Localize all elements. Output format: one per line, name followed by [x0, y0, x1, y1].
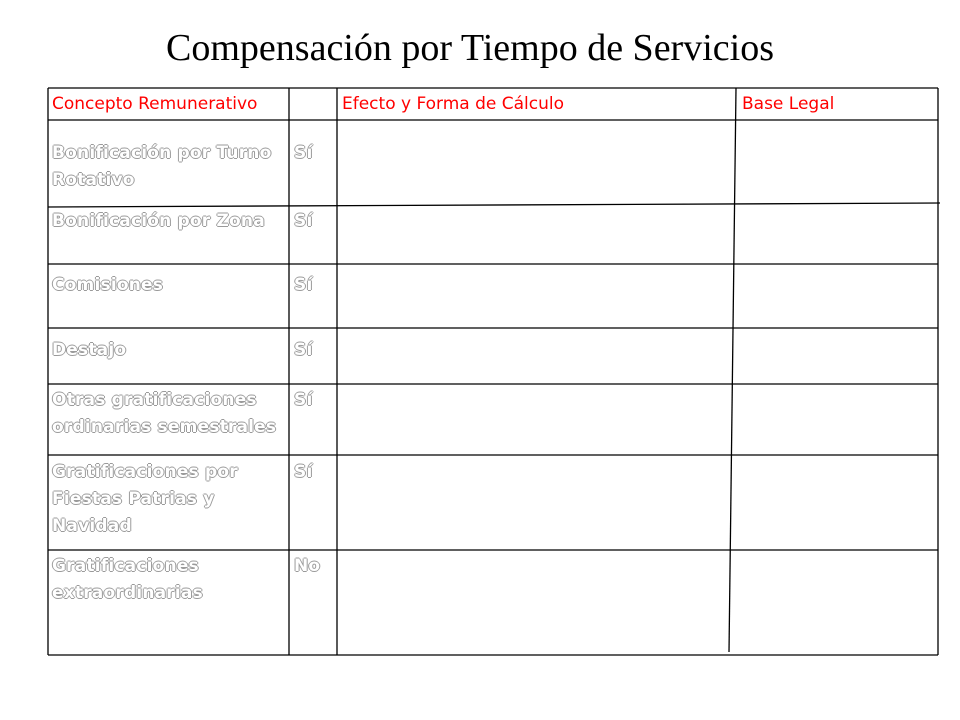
row-4-flag: Sí [294, 340, 313, 360]
row-2-concept: Bonificación por Zona [52, 211, 265, 231]
header-legal: Base Legal [742, 94, 835, 114]
row-7-concept: Gratificaciones extraordinarias [52, 556, 203, 603]
row-1-concept: Bonificación por Turno Rotativo [52, 143, 272, 190]
row-5-flag: Sí [294, 390, 313, 410]
row-6-concept: Gratificaciones por Fiestas Patrias y Navidad [52, 462, 238, 536]
row-3-flag: Sí [294, 275, 313, 295]
header-effect: Efecto y Forma de Cálculo [342, 94, 565, 114]
row-7-flag: No [294, 556, 321, 576]
page-title: Compensación por Tiempo de Servicios [166, 27, 774, 69]
row-4-concept: Destajo [52, 340, 127, 360]
row-6-flag: Sí [294, 462, 313, 482]
row-rule-1 [48, 203, 940, 207]
row-5-concept: Otras gratificaciones ordinarias semestrales [52, 390, 277, 437]
row-2-flag: Sí [294, 211, 313, 231]
header-concept: Concepto Remunerativo [52, 94, 258, 114]
row-1-flag: Sí [294, 143, 313, 163]
column-rule-legal [729, 88, 736, 652]
row-3-concept: Comisiones [52, 275, 164, 295]
